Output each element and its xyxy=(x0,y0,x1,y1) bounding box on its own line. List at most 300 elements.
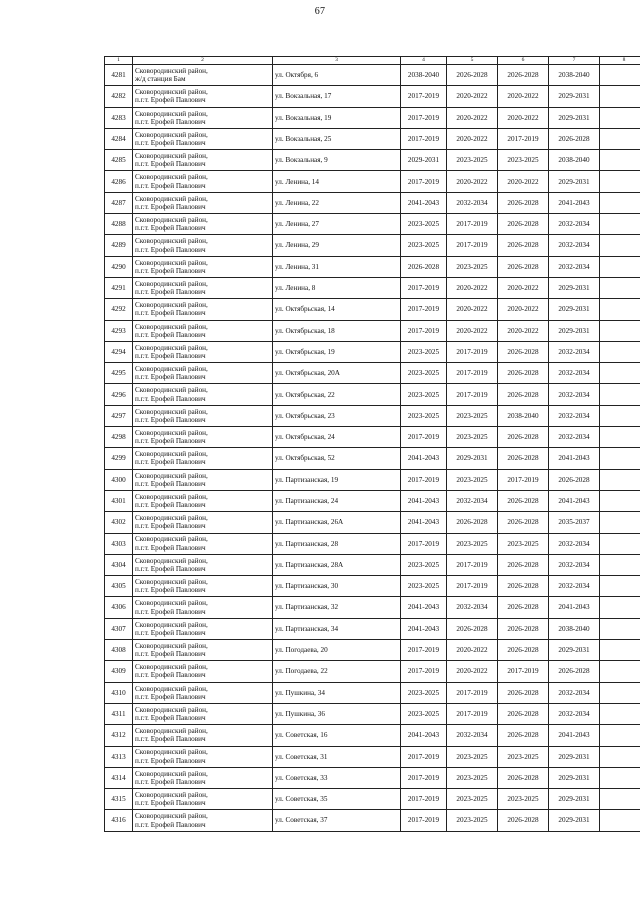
period-col-4: 2023-2025 xyxy=(401,384,447,405)
period-col-6: 2026-2028 xyxy=(498,256,549,277)
period-col-5: 2023-2025 xyxy=(447,810,498,831)
district-name: Сковородинский район, xyxy=(135,578,208,587)
note-col-8 xyxy=(600,597,640,618)
note-col-8 xyxy=(600,320,640,341)
settlement-name: п.г.т. Ерофей Павлович xyxy=(135,522,206,531)
address-cell: ул. Партизанская, 19 xyxy=(273,469,401,490)
period-col-4: 2017-2019 xyxy=(401,128,447,149)
area-cell xyxy=(133,214,273,235)
area-cell xyxy=(133,86,273,107)
column-header: 1 xyxy=(105,57,133,65)
district-name: Сковородинский район, xyxy=(135,301,208,310)
table-row xyxy=(105,597,640,618)
period-col-5: 2020-2022 xyxy=(447,128,498,149)
period-col-7: 2032-2034 xyxy=(549,682,600,703)
note-col-8 xyxy=(600,363,640,384)
period-col-7: 2032-2034 xyxy=(549,427,600,448)
period-col-6: 2026-2028 xyxy=(498,554,549,575)
period-col-6: 2026-2028 xyxy=(498,214,549,235)
district-name: Сковородинский район, xyxy=(135,620,208,629)
period-col-7: 2029-2031 xyxy=(549,789,600,810)
column-header: 7 xyxy=(549,57,600,65)
period-col-4: 2017-2019 xyxy=(401,299,447,320)
period-col-6: 2026-2028 xyxy=(498,65,549,86)
period-col-6: 2026-2028 xyxy=(498,576,549,597)
period-col-4: 2017-2019 xyxy=(401,810,447,831)
period-col-4: 2017-2019 xyxy=(401,277,447,298)
row-number: 4307 xyxy=(105,618,133,639)
period-col-6: 2026-2028 xyxy=(498,427,549,448)
period-col-7: 2038-2040 xyxy=(549,65,600,86)
settlement-name: п.г.т. Ерофей Павлович xyxy=(135,628,206,637)
area-cell xyxy=(133,512,273,533)
period-col-6: 2020-2022 xyxy=(498,86,549,107)
area-cell xyxy=(133,341,273,362)
row-number: 4313 xyxy=(105,746,133,767)
row-number: 4309 xyxy=(105,661,133,682)
note-col-8 xyxy=(600,192,640,213)
period-col-4: 2017-2019 xyxy=(401,640,447,661)
table-row xyxy=(105,746,640,767)
settlement-name: п.г.т. Ерофей Павлович xyxy=(135,437,206,446)
district-name: Сковородинский район, xyxy=(135,216,208,225)
table-row xyxy=(105,363,640,384)
row-number: 4282 xyxy=(105,86,133,107)
table-row xyxy=(105,65,640,86)
settlement-name: п.г.т. Ерофей Павлович xyxy=(135,735,206,744)
area-cell xyxy=(133,405,273,426)
note-col-8 xyxy=(600,150,640,171)
period-col-5: 2020-2022 xyxy=(447,171,498,192)
table-row xyxy=(105,512,640,533)
area-cell xyxy=(133,490,273,511)
period-col-7: 2029-2031 xyxy=(549,640,600,661)
period-col-7: 2026-2028 xyxy=(549,469,600,490)
district-name: Сковородинский район, xyxy=(135,450,208,459)
settlement-name: п.г.т. Ерофей Павлович xyxy=(135,352,206,360)
district-name: Сковородинский район, xyxy=(135,258,208,267)
row-number: 4294 xyxy=(105,341,133,362)
table-row xyxy=(105,235,640,256)
period-col-7: 2032-2034 xyxy=(549,703,600,724)
address-cell: ул. Вокзальная, 9 xyxy=(273,150,401,171)
settlement-name: ж/д станция Бам xyxy=(135,75,186,84)
period-col-4: 2041-2043 xyxy=(401,192,447,213)
period-col-5: 2020-2022 xyxy=(447,277,498,298)
district-name: Сковородинский район, xyxy=(135,791,208,800)
district-name: Сковородинский район, xyxy=(135,279,208,288)
settlement-name: п.г.т. Ерофей Павлович xyxy=(135,224,206,233)
table-row xyxy=(105,86,640,107)
period-col-4: 2038-2040 xyxy=(401,65,447,86)
table-row xyxy=(105,299,640,320)
row-number: 4290 xyxy=(105,256,133,277)
period-col-5: 2020-2022 xyxy=(447,299,498,320)
period-col-4: 2017-2019 xyxy=(401,767,447,788)
address-cell: ул. Пушкина, 36 xyxy=(273,703,401,724)
period-col-5: 2023-2025 xyxy=(447,405,498,426)
district-name: Сковородинский район, xyxy=(135,152,208,161)
period-col-5: 2020-2022 xyxy=(447,640,498,661)
row-number: 4285 xyxy=(105,150,133,171)
note-col-8 xyxy=(600,86,640,107)
period-col-6: 2020-2022 xyxy=(498,107,549,128)
settlement-name: п.г.т. Ерофей Павлович xyxy=(135,479,206,488)
period-col-7: 2041-2043 xyxy=(549,448,600,469)
period-col-7: 2026-2028 xyxy=(549,128,600,149)
period-col-6: 2020-2022 xyxy=(498,277,549,298)
period-col-5: 2023-2025 xyxy=(447,789,498,810)
period-col-4: 2041-2043 xyxy=(401,597,447,618)
period-col-7: 2032-2034 xyxy=(549,235,600,256)
area-cell xyxy=(133,299,273,320)
period-col-6: 2026-2028 xyxy=(498,235,549,256)
settlement-name: п.г.т. Ерофей Павлович xyxy=(135,117,206,126)
period-col-7: 2032-2034 xyxy=(549,533,600,554)
note-col-8 xyxy=(600,725,640,746)
period-col-5: 2017-2019 xyxy=(447,363,498,384)
note-col-8 xyxy=(600,214,640,235)
row-number: 4315 xyxy=(105,789,133,810)
period-col-6: 2026-2028 xyxy=(498,810,549,831)
note-col-8 xyxy=(600,384,640,405)
district-name: Сковородинский район, xyxy=(135,812,208,821)
table-row xyxy=(105,384,640,405)
district-name: Сковородинский район, xyxy=(135,109,208,118)
note-col-8 xyxy=(600,107,640,128)
period-col-6: 2023-2025 xyxy=(498,789,549,810)
period-col-4: 2017-2019 xyxy=(401,661,447,682)
period-col-6: 2026-2028 xyxy=(498,703,549,724)
table-body xyxy=(105,65,640,832)
address-cell: ул. Октябрьская, 23 xyxy=(273,405,401,426)
table-row xyxy=(105,214,640,235)
settlement-name: п.г.т. Ерофей Павлович xyxy=(135,245,206,254)
column-header: 3 xyxy=(273,57,401,65)
note-col-8 xyxy=(600,533,640,554)
area-cell xyxy=(133,618,273,639)
table-row xyxy=(105,618,640,639)
note-col-8 xyxy=(600,746,640,767)
settlement-name: п.г.т. Ерофей Павлович xyxy=(135,373,206,382)
address-cell: ул. Советская, 35 xyxy=(273,789,401,810)
period-col-4: 2041-2043 xyxy=(401,618,447,639)
settlement-name: п.г.т. Ерофей Павлович xyxy=(135,202,206,211)
district-name: Сковородинский район, xyxy=(135,194,208,203)
column-header: 2 xyxy=(133,57,273,65)
row-number: 4302 xyxy=(105,512,133,533)
row-number: 4299 xyxy=(105,448,133,469)
period-col-6: 2026-2028 xyxy=(498,192,549,213)
row-number: 4297 xyxy=(105,405,133,426)
note-col-8 xyxy=(600,341,640,362)
note-col-8 xyxy=(600,767,640,788)
row-number: 4281 xyxy=(105,65,133,86)
period-col-4: 2041-2043 xyxy=(401,490,447,511)
period-col-7: 2038-2040 xyxy=(549,618,600,639)
address-cell: ул. Погодаева, 22 xyxy=(273,661,401,682)
address-cell: ул. Вокзальная, 19 xyxy=(273,107,401,128)
row-number: 4316 xyxy=(105,810,133,831)
period-col-7: 2029-2031 xyxy=(549,299,600,320)
period-col-4: 2017-2019 xyxy=(401,469,447,490)
note-col-8 xyxy=(600,448,640,469)
period-col-4: 2023-2025 xyxy=(401,682,447,703)
settlement-name: п.г.т. Ерофей Павлович xyxy=(135,415,206,424)
row-number: 4304 xyxy=(105,554,133,575)
row-number: 4300 xyxy=(105,469,133,490)
period-col-4: 2023-2025 xyxy=(401,554,447,575)
period-col-7: 2032-2034 xyxy=(549,341,600,362)
address-cell: ул. Октябрьская, 14 xyxy=(273,299,401,320)
note-col-8 xyxy=(600,789,640,810)
area-cell xyxy=(133,128,273,149)
period-col-7: 2029-2031 xyxy=(549,86,600,107)
table-row xyxy=(105,533,640,554)
settlement-name: п.г.т. Ерофей Павлович xyxy=(135,586,206,595)
area-cell xyxy=(133,150,273,171)
area-cell xyxy=(133,597,273,618)
period-col-4: 2026-2028 xyxy=(401,256,447,277)
row-number: 4303 xyxy=(105,533,133,554)
address-cell: ул. Вокзальная, 25 xyxy=(273,128,401,149)
note-col-8 xyxy=(600,703,640,724)
area-cell xyxy=(133,384,273,405)
period-col-5: 2017-2019 xyxy=(447,235,498,256)
period-col-4: 2017-2019 xyxy=(401,320,447,341)
area-cell xyxy=(133,810,273,831)
period-col-7: 2029-2031 xyxy=(549,107,600,128)
column-header: 4 xyxy=(401,57,447,65)
area-cell xyxy=(133,448,273,469)
district-name: Сковородинский район, xyxy=(135,130,208,139)
district-name: Сковородинский район, xyxy=(135,663,208,672)
column-header: 8 xyxy=(600,57,640,65)
address-cell: ул. Ленина, 27 xyxy=(273,214,401,235)
period-col-5: 2023-2025 xyxy=(447,533,498,554)
period-col-4: 2017-2019 xyxy=(401,86,447,107)
district-name: Сковородинский район, xyxy=(135,514,208,523)
address-cell: ул. Вокзальная, 17 xyxy=(273,86,401,107)
note-col-8 xyxy=(600,469,640,490)
area-cell xyxy=(133,363,273,384)
period-col-7: 2029-2031 xyxy=(549,810,600,831)
period-col-5: 2017-2019 xyxy=(447,576,498,597)
settlement-name: п.г.т. Ерофей Павлович xyxy=(135,96,206,105)
period-col-7: 2035-2037 xyxy=(549,512,600,533)
row-number: 4293 xyxy=(105,320,133,341)
district-name: Сковородинский район, xyxy=(135,407,208,416)
district-name: Сковородинский район, xyxy=(135,88,208,97)
area-cell xyxy=(133,320,273,341)
period-col-6: 2026-2028 xyxy=(498,597,549,618)
row-number: 4287 xyxy=(105,192,133,213)
district-name: Сковородинский район, xyxy=(135,471,208,480)
period-col-5: 2017-2019 xyxy=(447,341,498,362)
settlement-name: п.г.т. Ерофей Павлович xyxy=(135,160,206,169)
settlement-name: п.г.т. Ерофей Павлович xyxy=(135,543,206,552)
table-row xyxy=(105,405,640,426)
period-col-4: 2023-2025 xyxy=(401,341,447,362)
row-number: 4289 xyxy=(105,235,133,256)
header-row xyxy=(105,57,640,65)
area-cell xyxy=(133,576,273,597)
settlement-name: п.г.т. Ерофей Павлович xyxy=(135,650,206,659)
district-name: Сковородинский район, xyxy=(135,599,208,608)
row-number: 4286 xyxy=(105,171,133,192)
settlement-name: п.г.т. Ерофей Павлович xyxy=(135,607,206,616)
district-name: Сковородинский район, xyxy=(135,66,208,75)
area-cell xyxy=(133,746,273,767)
period-col-7: 2032-2034 xyxy=(549,405,600,426)
period-col-4: 2023-2025 xyxy=(401,576,447,597)
note-col-8 xyxy=(600,490,640,511)
period-col-7: 2029-2031 xyxy=(549,171,600,192)
area-cell xyxy=(133,192,273,213)
note-col-8 xyxy=(600,682,640,703)
period-col-6: 2026-2028 xyxy=(498,448,549,469)
period-col-6: 2017-2019 xyxy=(498,128,549,149)
district-name: Сковородинский район, xyxy=(135,237,208,246)
period-col-6: 2026-2028 xyxy=(498,384,549,405)
district-name: Сковородинский район, xyxy=(135,322,208,331)
row-number: 4305 xyxy=(105,576,133,597)
district-name: Сковородинский район, xyxy=(135,386,208,395)
column-header: 6 xyxy=(498,57,549,65)
note-col-8 xyxy=(600,640,640,661)
settlement-name: п.г.т. Ерофей Павлович xyxy=(135,309,206,318)
row-number: 4288 xyxy=(105,214,133,235)
row-number: 4284 xyxy=(105,128,133,149)
period-col-4: 2041-2043 xyxy=(401,448,447,469)
note-col-8 xyxy=(600,171,640,192)
address-cell: ул. Партизанская, 30 xyxy=(273,576,401,597)
page-number: 67 xyxy=(314,6,326,17)
period-col-4: 2017-2019 xyxy=(401,427,447,448)
period-col-5: 2032-2034 xyxy=(447,192,498,213)
table-row xyxy=(105,128,640,149)
note-col-8 xyxy=(600,65,640,86)
settlement-name: п.г.т. Ерофей Павлович xyxy=(135,777,206,786)
period-col-4: 2023-2025 xyxy=(401,214,447,235)
period-col-6: 2017-2019 xyxy=(498,661,549,682)
period-col-5: 2017-2019 xyxy=(447,384,498,405)
table-row xyxy=(105,490,640,511)
settlement-name: п.г.т. Ерофей Павлович xyxy=(135,394,206,403)
period-col-7: 2041-2043 xyxy=(549,725,600,746)
settlement-name: п.г.т. Ерофей Павлович xyxy=(135,330,206,339)
row-number: 4301 xyxy=(105,490,133,511)
district-name: Сковородинский район, xyxy=(135,492,208,501)
period-col-5: 2023-2025 xyxy=(447,150,498,171)
note-col-8 xyxy=(600,512,640,533)
row-number: 4311 xyxy=(105,703,133,724)
period-col-4: 2017-2019 xyxy=(401,746,447,767)
settlement-name: п.г.т. Ерофей Павлович xyxy=(135,139,206,148)
district-name: Сковородинский район, xyxy=(135,684,208,693)
area-cell xyxy=(133,107,273,128)
period-col-6: 2026-2028 xyxy=(498,363,549,384)
period-col-4: 2017-2019 xyxy=(401,533,447,554)
area-cell xyxy=(133,554,273,575)
address-cell: ул. Советская, 33 xyxy=(273,767,401,788)
period-col-6: 2026-2028 xyxy=(498,512,549,533)
housing-register-table xyxy=(104,56,640,832)
row-number: 4283 xyxy=(105,107,133,128)
period-col-6: 2026-2028 xyxy=(498,341,549,362)
address-cell: ул. Октябрьская, 24 xyxy=(273,427,401,448)
table-row xyxy=(105,341,640,362)
table-row xyxy=(105,448,640,469)
settlement-name: п.г.т. Ерофей Павлович xyxy=(135,714,206,723)
area-cell xyxy=(133,767,273,788)
area-cell xyxy=(133,235,273,256)
settlement-name: п.г.т. Ерофей Павлович xyxy=(135,266,206,275)
table-row xyxy=(105,192,640,213)
table-row xyxy=(105,171,640,192)
address-cell: ул. Партизанская, 28А xyxy=(273,554,401,575)
period-col-7: 2038-2040 xyxy=(549,150,600,171)
address-cell: ул. Партизанская, 28 xyxy=(273,533,401,554)
settlement-name: п.г.т. Ерофей Павлович xyxy=(135,756,206,765)
period-col-5: 2023-2025 xyxy=(447,469,498,490)
district-name: Сковородинский район, xyxy=(135,428,208,437)
table-row xyxy=(105,150,640,171)
address-cell: ул. Пушкина, 34 xyxy=(273,682,401,703)
area-cell xyxy=(133,703,273,724)
area-cell xyxy=(133,725,273,746)
period-col-5: 2026-2028 xyxy=(447,618,498,639)
period-col-7: 2032-2034 xyxy=(549,363,600,384)
district-name: Сковородинский район, xyxy=(135,748,208,757)
table-row xyxy=(105,789,640,810)
address-cell: ул. Погодаева, 20 xyxy=(273,640,401,661)
address-cell: ул. Партизанская, 24 xyxy=(273,490,401,511)
settlement-name: п.г.т. Ерофей Павлович xyxy=(135,288,206,297)
table-row xyxy=(105,640,640,661)
area-cell xyxy=(133,277,273,298)
table-row xyxy=(105,703,640,724)
row-number: 4292 xyxy=(105,299,133,320)
period-col-5: 2023-2025 xyxy=(447,746,498,767)
district-name: Сковородинский район, xyxy=(135,769,208,778)
period-col-7: 2032-2034 xyxy=(549,214,600,235)
address-cell: ул. Октябрьская, 52 xyxy=(273,448,401,469)
area-cell xyxy=(133,682,273,703)
row-number: 4308 xyxy=(105,640,133,661)
area-cell xyxy=(133,789,273,810)
settlement-name: п.г.т. Ерофей Павлович xyxy=(135,458,206,467)
address-cell: ул. Ленина, 22 xyxy=(273,192,401,213)
period-col-5: 2026-2028 xyxy=(447,512,498,533)
period-col-7: 2026-2028 xyxy=(549,661,600,682)
district-name: Сковородинский район, xyxy=(135,343,208,352)
settlement-name: п.г.т. Ерофей Павлович xyxy=(135,181,206,190)
settlement-name: п.г.т. Ерофей Павлович xyxy=(135,671,206,680)
address-cell: ул. Ленина, 14 xyxy=(273,171,401,192)
district-name: Сковородинский район, xyxy=(135,173,208,182)
district-name: Сковородинский район, xyxy=(135,641,208,650)
row-number: 4298 xyxy=(105,427,133,448)
table-row xyxy=(105,277,640,298)
note-col-8 xyxy=(600,299,640,320)
settlement-name: п.г.т. Ерофей Павлович xyxy=(135,799,206,808)
period-col-5: 2017-2019 xyxy=(447,682,498,703)
address-cell: ул. Ленина, 8 xyxy=(273,277,401,298)
row-number: 4295 xyxy=(105,363,133,384)
district-name: Сковородинский район, xyxy=(135,365,208,374)
period-col-6: 2026-2028 xyxy=(498,640,549,661)
